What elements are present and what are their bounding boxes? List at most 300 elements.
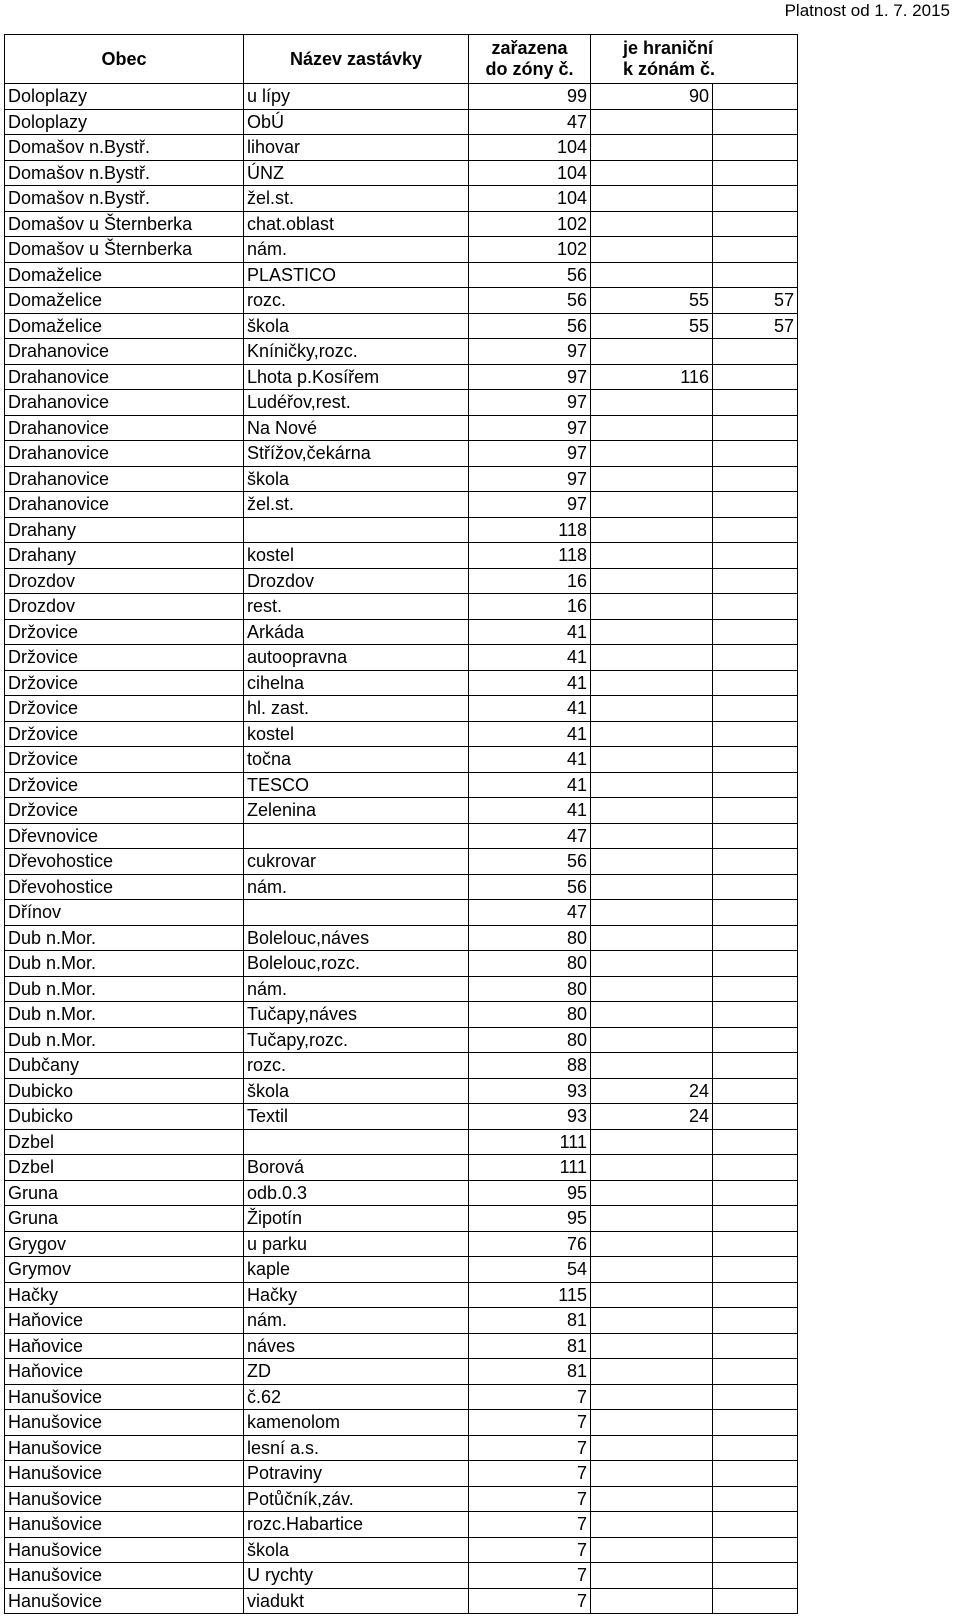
cell-municipality: Držovice — [5, 670, 244, 696]
cell-municipality: Držovice — [5, 721, 244, 747]
cell-zone: 7 — [469, 1512, 591, 1538]
cell-border-zone-2 — [713, 696, 798, 722]
cell-stop: škola — [244, 1537, 469, 1563]
cell-municipality: Dzbel — [5, 1155, 244, 1181]
header-stop: Název zastávky — [244, 35, 469, 84]
cell-stop: škola — [244, 313, 469, 339]
table-row — [5, 1512, 798, 1538]
cell-zone: 41 — [469, 772, 591, 798]
table-row — [5, 1180, 798, 1206]
cell-border-zone — [591, 1588, 713, 1614]
cell-border-zone — [591, 951, 713, 977]
table-row — [5, 84, 798, 110]
cell-border-zone-2 — [713, 1129, 798, 1155]
cell-zone: 93 — [469, 1078, 591, 1104]
cell-border-zone — [591, 747, 713, 773]
table-row — [5, 670, 798, 696]
cell-stop: ObÚ — [244, 109, 469, 135]
header-municipality: Obec — [5, 35, 244, 84]
cell-border-zone-2 — [713, 262, 798, 288]
table-row — [5, 721, 798, 747]
table-row — [5, 186, 798, 212]
cell-border-zone-2: 57 — [713, 288, 798, 314]
cell-stop: rozc. — [244, 1053, 469, 1079]
cell-stop: Borová — [244, 1155, 469, 1181]
table-row — [5, 1231, 798, 1257]
cell-municipality: Hanušovice — [5, 1486, 244, 1512]
cell-border-zone-2 — [713, 1308, 798, 1334]
cell-border-zone-2 — [713, 237, 798, 263]
cell-border-zone — [591, 1537, 713, 1563]
cell-stop: žel.st. — [244, 492, 469, 518]
cell-border-zone — [591, 186, 713, 212]
cell-stop: lihovar — [244, 135, 469, 161]
cell-municipality: Držovice — [5, 645, 244, 671]
table-row — [5, 1333, 798, 1359]
cell-border-zone — [591, 1257, 713, 1283]
cell-zone: 97 — [469, 441, 591, 467]
table-row — [5, 976, 798, 1002]
cell-stop: škola — [244, 466, 469, 492]
cell-municipality: Doloplazy — [5, 109, 244, 135]
table-row — [5, 1308, 798, 1334]
cell-municipality: Dřevohostice — [5, 874, 244, 900]
cell-border-zone — [591, 594, 713, 620]
cell-border-zone-2 — [713, 211, 798, 237]
cell-municipality: Drahanovice — [5, 390, 244, 416]
cell-border-zone-2 — [713, 568, 798, 594]
cell-zone: 7 — [469, 1384, 591, 1410]
header-border-line1: je hraniční — [623, 38, 714, 58]
cell-border-zone-2 — [713, 1333, 798, 1359]
cell-stop: Ludéřov,rest. — [244, 390, 469, 416]
cell-stop: Bolelouc,náves — [244, 925, 469, 951]
cell-municipality: Dubicko — [5, 1104, 244, 1130]
cell-border-zone-2 — [713, 1180, 798, 1206]
cell-border-zone — [591, 160, 713, 186]
cell-municipality: Dub n.Mor. — [5, 951, 244, 977]
cell-stop: Potraviny — [244, 1461, 469, 1487]
cell-zone: 97 — [469, 339, 591, 365]
cell-border-zone-2 — [713, 1384, 798, 1410]
cell-stop: nám. — [244, 874, 469, 900]
cell-municipality: Domašov n.Bystř. — [5, 160, 244, 186]
cell-municipality: Hanušovice — [5, 1461, 244, 1487]
cell-municipality: Dřínov — [5, 900, 244, 926]
cell-border-zone-2 — [713, 1002, 798, 1028]
cell-zone: 7 — [469, 1461, 591, 1487]
cell-stop: Na Nové — [244, 415, 469, 441]
cell-border-zone — [591, 645, 713, 671]
table-row — [5, 109, 798, 135]
cell-border-zone-2 — [713, 823, 798, 849]
cell-border-zone: 55 — [591, 288, 713, 314]
cell-municipality: Drahanovice — [5, 466, 244, 492]
cell-border-zone-2 — [713, 84, 798, 110]
cell-border-zone — [591, 1027, 713, 1053]
cell-zone: 80 — [469, 1027, 591, 1053]
table-row — [5, 492, 798, 518]
cell-municipality: Dub n.Mor. — [5, 976, 244, 1002]
cell-border-zone — [591, 211, 713, 237]
cell-zone: 81 — [469, 1333, 591, 1359]
cell-stop: cukrovar — [244, 849, 469, 875]
table-row — [5, 390, 798, 416]
table-header — [5, 35, 798, 84]
cell-border-zone — [591, 1231, 713, 1257]
cell-border-zone: 90 — [591, 84, 713, 110]
cell-zone: 111 — [469, 1129, 591, 1155]
table-row — [5, 1078, 798, 1104]
cell-border-zone — [591, 390, 713, 416]
cell-zone: 104 — [469, 186, 591, 212]
cell-municipality: Domašov n.Bystř. — [5, 135, 244, 161]
cell-border-zone-2 — [713, 1537, 798, 1563]
table-row — [5, 1053, 798, 1079]
cell-stop — [244, 900, 469, 926]
cell-stop: Bolelouc,rozc. — [244, 951, 469, 977]
table-body — [5, 84, 798, 1614]
cell-border-zone — [591, 900, 713, 926]
cell-border-zone-2 — [713, 1461, 798, 1487]
table-row — [5, 543, 798, 569]
cell-stop: žel.st. — [244, 186, 469, 212]
cell-border-zone — [591, 1002, 713, 1028]
cell-municipality: Gruna — [5, 1180, 244, 1206]
cell-zone: 7 — [469, 1563, 591, 1589]
table-row — [5, 211, 798, 237]
cell-border-zone — [591, 1410, 713, 1436]
cell-zone: 7 — [469, 1486, 591, 1512]
cell-border-zone-2 — [713, 645, 798, 671]
cell-border-zone-2 — [713, 1155, 798, 1181]
cell-zone: 47 — [469, 109, 591, 135]
header-border-line2: k zónám č. — [623, 59, 716, 79]
cell-border-zone-2 — [713, 976, 798, 1002]
table-row — [5, 823, 798, 849]
cell-zone: 102 — [469, 211, 591, 237]
cell-border-zone-2 — [713, 1282, 798, 1308]
cell-zone: 97 — [469, 364, 591, 390]
cell-border-zone-2 — [713, 925, 798, 951]
cell-border-zone-2 — [713, 951, 798, 977]
cell-border-zone-2 — [713, 1053, 798, 1079]
table-row — [5, 849, 798, 875]
cell-border-zone — [591, 543, 713, 569]
table-row — [5, 1002, 798, 1028]
cell-zone: 118 — [469, 543, 591, 569]
cell-border-zone — [591, 874, 713, 900]
cell-zone: 102 — [469, 237, 591, 263]
table-row — [5, 262, 798, 288]
cell-zone: 81 — [469, 1308, 591, 1334]
validity-date: Platnost od 1. 7. 2015 — [784, 1, 950, 20]
table-row — [5, 517, 798, 543]
header-zone — [469, 35, 591, 84]
cell-zone: 80 — [469, 951, 591, 977]
cell-municipality: Hanušovice — [5, 1563, 244, 1589]
cell-municipality: Drahanovice — [5, 492, 244, 518]
cell-municipality: Grygov — [5, 1231, 244, 1257]
cell-border-zone-2 — [713, 364, 798, 390]
cell-municipality: Domaželice — [5, 288, 244, 314]
cell-zone: 41 — [469, 798, 591, 824]
cell-zone: 93 — [469, 1104, 591, 1130]
cell-border-zone-2 — [713, 1257, 798, 1283]
cell-border-zone-2 — [713, 594, 798, 620]
cell-stop: nám. — [244, 976, 469, 1002]
cell-stop: točna — [244, 747, 469, 773]
cell-border-zone — [591, 1435, 713, 1461]
cell-border-zone — [591, 670, 713, 696]
cell-border-zone — [591, 1512, 713, 1538]
cell-border-zone — [591, 517, 713, 543]
table-row — [5, 594, 798, 620]
table-row — [5, 874, 798, 900]
cell-zone: 80 — [469, 925, 591, 951]
cell-border-zone — [591, 1308, 713, 1334]
cell-stop: ÚNZ — [244, 160, 469, 186]
cell-municipality: Drahanovice — [5, 441, 244, 467]
table-row — [5, 1027, 798, 1053]
cell-zone: 80 — [469, 976, 591, 1002]
cell-municipality: Dubicko — [5, 1078, 244, 1104]
cell-border-zone-2 — [713, 339, 798, 365]
cell-municipality: Haňovice — [5, 1308, 244, 1334]
cell-zone: 97 — [469, 415, 591, 441]
cell-stop: nám. — [244, 237, 469, 263]
cell-municipality: Drahanovice — [5, 339, 244, 365]
cell-border-zone — [591, 1053, 713, 1079]
cell-zone: 97 — [469, 390, 591, 416]
cell-zone: 97 — [469, 466, 591, 492]
cell-stop: Textil — [244, 1104, 469, 1130]
cell-border-zone — [591, 1384, 713, 1410]
cell-stop: Drozdov — [244, 568, 469, 594]
cell-border-zone — [591, 1563, 713, 1589]
cell-border-zone — [591, 1333, 713, 1359]
zone-table — [4, 34, 798, 1614]
table-row — [5, 415, 798, 441]
cell-border-zone — [591, 415, 713, 441]
cell-municipality: Drahanovice — [5, 415, 244, 441]
table-row — [5, 1129, 798, 1155]
cell-border-zone-2 — [713, 1512, 798, 1538]
cell-zone: 54 — [469, 1257, 591, 1283]
table-row — [5, 135, 798, 161]
cell-border-zone — [591, 568, 713, 594]
cell-border-zone-2 — [713, 109, 798, 135]
cell-stop: U rychty — [244, 1563, 469, 1589]
cell-zone: 16 — [469, 594, 591, 620]
cell-municipality: Drahany — [5, 517, 244, 543]
cell-municipality: Drozdov — [5, 594, 244, 620]
table-row — [5, 1206, 798, 1232]
cell-border-zone — [591, 849, 713, 875]
cell-stop: kaple — [244, 1257, 469, 1283]
cell-border-zone-2 — [713, 517, 798, 543]
cell-zone: 88 — [469, 1053, 591, 1079]
cell-border-zone — [591, 798, 713, 824]
table-row — [5, 1155, 798, 1181]
cell-border-zone-2 — [713, 1104, 798, 1130]
table-row — [5, 925, 798, 951]
cell-border-zone — [591, 1155, 713, 1181]
cell-zone: 41 — [469, 670, 591, 696]
cell-municipality: Hanušovice — [5, 1384, 244, 1410]
cell-zone: 111 — [469, 1155, 591, 1181]
cell-zone: 95 — [469, 1180, 591, 1206]
cell-border-zone-2 — [713, 1027, 798, 1053]
table-row — [5, 1104, 798, 1130]
table-row — [5, 1410, 798, 1436]
cell-municipality: Držovice — [5, 772, 244, 798]
cell-stop: u lípy — [244, 84, 469, 110]
table-row — [5, 313, 798, 339]
table-row — [5, 772, 798, 798]
cell-municipality: Hanušovice — [5, 1537, 244, 1563]
cell-border-zone-2 — [713, 874, 798, 900]
cell-border-zone-2 — [713, 492, 798, 518]
cell-stop: Potůčník,záv. — [244, 1486, 469, 1512]
cell-border-zone-2 — [713, 186, 798, 212]
cell-zone: 56 — [469, 262, 591, 288]
cell-municipality: Gruna — [5, 1206, 244, 1232]
cell-border-zone — [591, 1180, 713, 1206]
table-row — [5, 1486, 798, 1512]
cell-stop: Lhota p.Kosířem — [244, 364, 469, 390]
cell-municipality: Drahany — [5, 543, 244, 569]
table-row — [5, 1537, 798, 1563]
cell-municipality: Hanušovice — [5, 1435, 244, 1461]
cell-border-zone-2 — [713, 619, 798, 645]
cell-stop: náves — [244, 1333, 469, 1359]
cell-stop: Arkáda — [244, 619, 469, 645]
cell-stop: č.62 — [244, 1384, 469, 1410]
cell-stop: nám. — [244, 1308, 469, 1334]
cell-stop: Střížov,čekárna — [244, 441, 469, 467]
cell-border-zone — [591, 976, 713, 1002]
cell-border-zone — [591, 1282, 713, 1308]
cell-zone: 115 — [469, 1282, 591, 1308]
table-row — [5, 466, 798, 492]
cell-stop — [244, 823, 469, 849]
cell-stop: kostel — [244, 721, 469, 747]
cell-municipality: Dřevnovice — [5, 823, 244, 849]
table-row — [5, 1359, 798, 1385]
cell-municipality: Domašov u Šternberka — [5, 211, 244, 237]
cell-border-zone-2 — [713, 1231, 798, 1257]
cell-border-zone-2 — [713, 747, 798, 773]
cell-border-zone-2 — [713, 670, 798, 696]
cell-stop: ZD — [244, 1359, 469, 1385]
cell-zone: 76 — [469, 1231, 591, 1257]
cell-municipality: Grymov — [5, 1257, 244, 1283]
cell-municipality: Haňovice — [5, 1333, 244, 1359]
table-row — [5, 364, 798, 390]
table-row — [5, 1257, 798, 1283]
cell-border-zone-2 — [713, 721, 798, 747]
cell-stop: Hačky — [244, 1282, 469, 1308]
cell-stop: Zelenina — [244, 798, 469, 824]
cell-border-zone — [591, 466, 713, 492]
cell-stop: odb.0.3 — [244, 1180, 469, 1206]
table-row — [5, 441, 798, 467]
cell-municipality: Držovice — [5, 696, 244, 722]
cell-border-zone-2 — [713, 135, 798, 161]
cell-zone: 41 — [469, 747, 591, 773]
cell-municipality: Domaželice — [5, 262, 244, 288]
cell-municipality: Držovice — [5, 798, 244, 824]
table-row — [5, 1461, 798, 1487]
cell-stop: rozc.Habartice — [244, 1512, 469, 1538]
cell-municipality: Dzbel — [5, 1129, 244, 1155]
header-row — [5, 35, 798, 84]
cell-border-zone — [591, 135, 713, 161]
cell-border-zone — [591, 492, 713, 518]
table-row — [5, 645, 798, 671]
cell-municipality: Domaželice — [5, 313, 244, 339]
cell-municipality: Haňovice — [5, 1359, 244, 1385]
cell-stop: rest. — [244, 594, 469, 620]
cell-border-zone-2 — [713, 1359, 798, 1385]
cell-border-zone-2 — [713, 849, 798, 875]
cell-stop: viadukt — [244, 1588, 469, 1614]
cell-zone: 16 — [469, 568, 591, 594]
cell-zone: 80 — [469, 1002, 591, 1028]
cell-zone: 41 — [469, 645, 591, 671]
cell-stop: chat.oblast — [244, 211, 469, 237]
cell-border-zone — [591, 1129, 713, 1155]
cell-zone: 7 — [469, 1410, 591, 1436]
header-zone-line1: zařazena — [491, 38, 568, 58]
cell-border-zone — [591, 262, 713, 288]
cell-municipality: Hačky — [5, 1282, 244, 1308]
cell-municipality: Držovice — [5, 619, 244, 645]
cell-border-zone-2 — [713, 1563, 798, 1589]
cell-zone: 7 — [469, 1435, 591, 1461]
table-row — [5, 339, 798, 365]
cell-border-zone — [591, 696, 713, 722]
table-row — [5, 160, 798, 186]
cell-zone: 118 — [469, 517, 591, 543]
cell-border-zone-2 — [713, 160, 798, 186]
cell-municipality: Domašov n.Bystř. — [5, 186, 244, 212]
cell-zone: 7 — [469, 1588, 591, 1614]
table-row — [5, 237, 798, 263]
cell-municipality: Doloplazy — [5, 84, 244, 110]
cell-border-zone-2 — [713, 415, 798, 441]
table-row — [5, 951, 798, 977]
cell-zone: 7 — [469, 1537, 591, 1563]
cell-border-zone: 24 — [591, 1078, 713, 1104]
cell-zone: 56 — [469, 849, 591, 875]
cell-border-zone-2: 57 — [713, 313, 798, 339]
table-row — [5, 288, 798, 314]
cell-stop: kamenolom — [244, 1410, 469, 1436]
cell-stop: rozc. — [244, 288, 469, 314]
cell-zone: 95 — [469, 1206, 591, 1232]
cell-stop: u parku — [244, 1231, 469, 1257]
cell-zone: 97 — [469, 492, 591, 518]
cell-stop: Tučapy,rozc. — [244, 1027, 469, 1053]
table-row — [5, 747, 798, 773]
table-row — [5, 696, 798, 722]
cell-border-zone: 116 — [591, 364, 713, 390]
cell-border-zone: 24 — [591, 1104, 713, 1130]
cell-zone: 56 — [469, 313, 591, 339]
cell-border-zone — [591, 237, 713, 263]
